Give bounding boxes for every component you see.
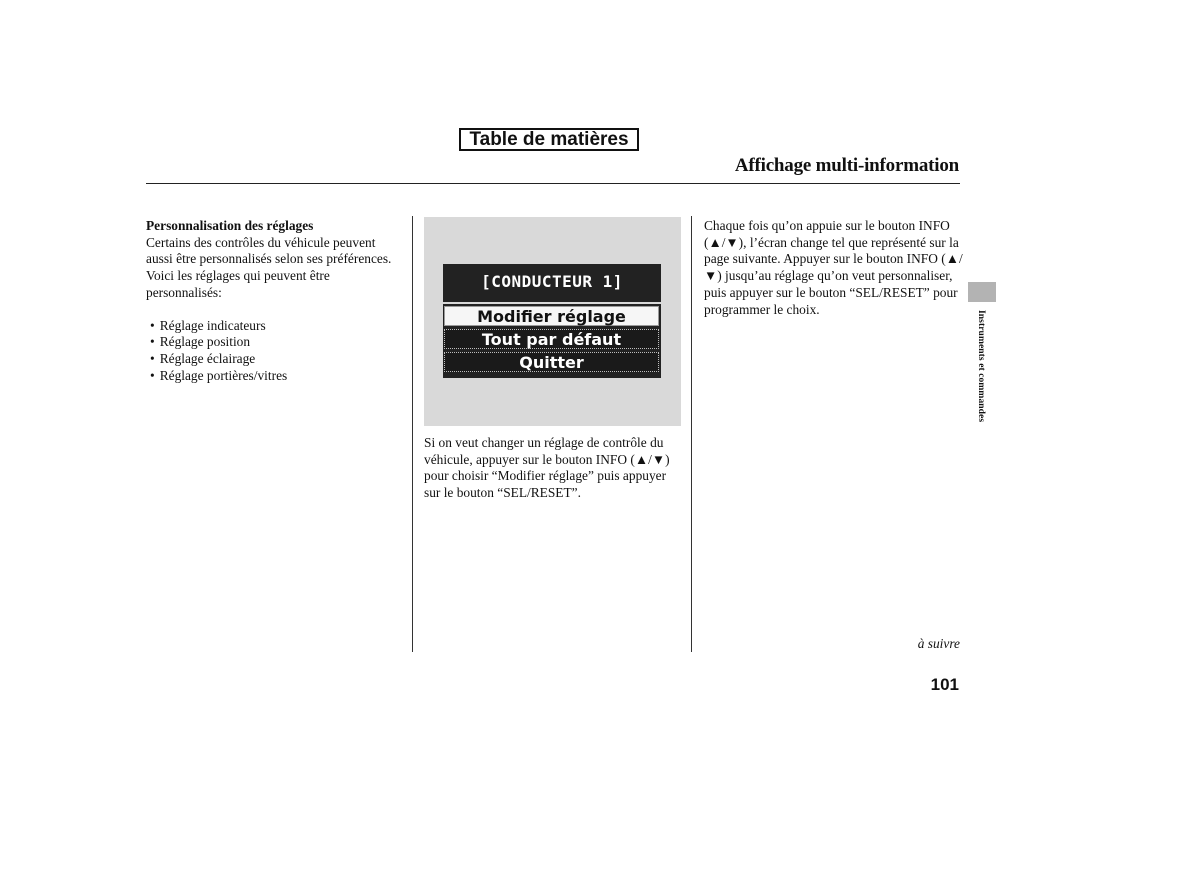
list-item: • Réglage position xyxy=(146,334,396,351)
list-item: • Réglage indicateurs xyxy=(146,318,396,335)
settings-list xyxy=(146,318,396,385)
column-divider xyxy=(412,216,413,652)
section-tab-label: Instruments et commandes xyxy=(976,310,986,423)
display-header: [CONDUCTEUR 1] xyxy=(481,272,623,291)
section-tab[interactable] xyxy=(968,282,996,302)
middle-paragraph: Si on veut changer un réglage de contrôle du véhicule, appuyer sur le bouton INFO (▲/▼) pour choisir “Modifier réglage” puis appuyer sur le bouton “SEL/RESET”. xyxy=(424,435,670,501)
menu-item-tout-par-defaut[interactable]: Tout par défaut xyxy=(444,329,659,349)
continued-note: à suivre xyxy=(917,636,960,651)
column-divider xyxy=(691,216,692,652)
display-divider xyxy=(443,302,661,304)
list-item: • Réglage éclairage xyxy=(146,351,396,368)
section-heading: Personnalisation des réglages xyxy=(146,218,314,233)
left-column xyxy=(146,218,396,384)
intro-paragraph: Certains des contrôles du véhicule peuvent aussi être personnalisés selon ses préférences. Voici les réglages qui peuvent être personnalisés: xyxy=(146,234,392,300)
multi-info-display xyxy=(443,264,661,378)
menu-item-quitter[interactable]: Quitter xyxy=(444,352,659,372)
header-divider xyxy=(146,183,960,184)
display-illustration xyxy=(424,217,681,426)
table-of-contents-button[interactable]: Table de matières xyxy=(459,128,639,151)
right-paragraph: Chaque fois qu’on appuie sur le bouton INFO (▲/▼), l’écran change tel que représenté sur la page suivante. Appuyer sur le bouton INFO (▲/▼) jusqu’au réglage qu’on veut personnaliser, puis appuyer sur le bouton “SEL/RESET” pour programmer le choix. xyxy=(704,218,963,317)
page-number: 101 xyxy=(930,675,959,694)
list-item: • Réglage portières/vitres xyxy=(146,368,396,385)
menu-item-modifier-reglage[interactable]: Modifier réglage xyxy=(444,306,659,326)
page-title: Affichage multi-information xyxy=(734,155,959,176)
